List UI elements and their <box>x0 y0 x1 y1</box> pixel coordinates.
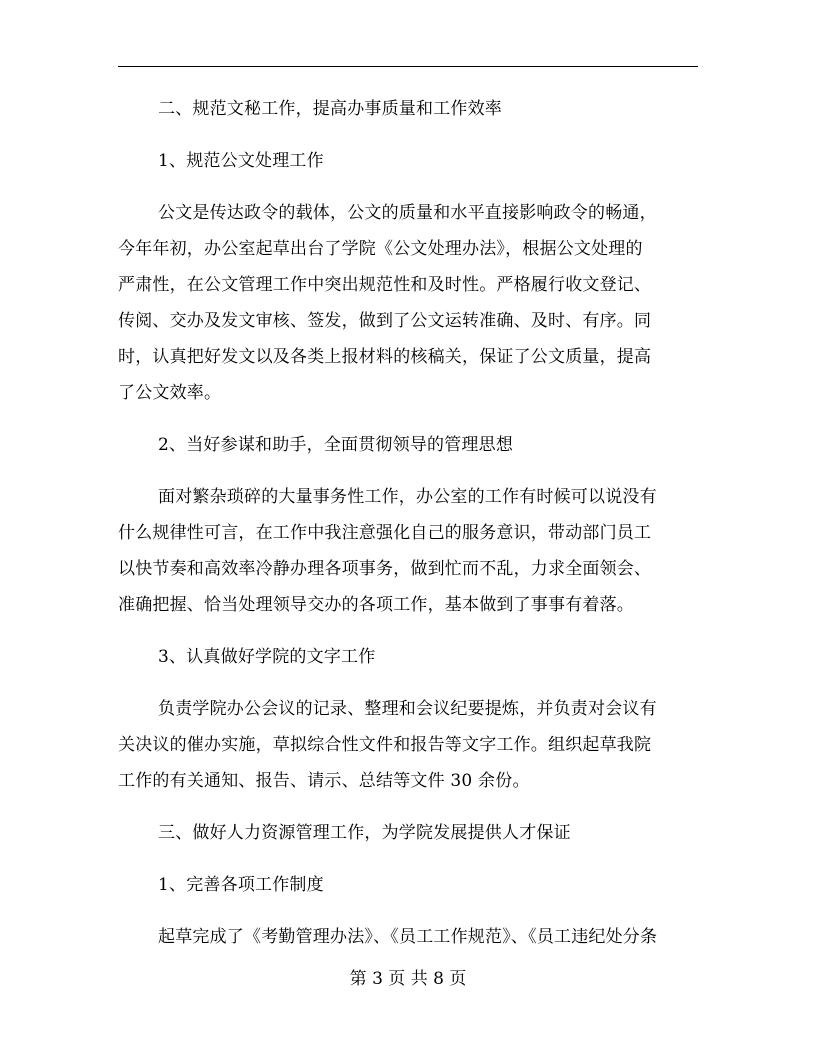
subheading-2-1: 1、完善各项工作制度 <box>158 875 324 895</box>
subheading-1-1: 1、规范公文处理工作 <box>158 151 324 171</box>
paragraph-line: 工作的有关通知、报告、请示、总结等文件 30 余份。 <box>118 771 530 791</box>
paragraph-line: 准确把握、恰当处理领导交办的各项工作，基本做到了事事有着落。 <box>118 595 634 615</box>
paragraph-line: 时，认真把好发文以及各类上报材料的核稿关，保证了公文质量，提高 <box>118 347 652 367</box>
paragraph-line: 负责学院办公会议的记录、整理和会议纪要提炼，并负责对会议有 <box>158 699 657 719</box>
header-rule <box>118 66 698 67</box>
paragraph-line: 以快节奏和高效率冷静办理各项事务，做到忙而不乱，力求全面领会、 <box>118 559 652 579</box>
paragraph-line: 起草完成了《考勤管理办法》、《员工工作规范》、《员工违纪处分条 <box>158 927 658 947</box>
subheading-1-2: 2、当好参谋和助手，全面贯彻领导的管理思想 <box>158 435 514 455</box>
paragraph-line: 面对繁杂琐碎的大量事务性工作，办公室的工作有时候可以说没有 <box>158 487 657 507</box>
paragraph-line: 了公文效率。 <box>118 383 222 403</box>
paragraph-line: 传阅、交办及发文审核、签发，做到了公文运转准确、及时、有序。同 <box>118 311 652 331</box>
paragraph-line: 关决议的催办实施，草拟综合性文件和报告等文字工作。组织起草我院 <box>118 735 652 755</box>
paragraph-line: 今年年初，办公室起草出台了学院《公文处理办法》，根据公文处理的 <box>118 239 643 259</box>
section-heading-2: 二、规范文秘工作，提高办事质量和工作效率 <box>158 99 502 119</box>
paragraph-line: 严肃性，在公文管理工作中突出规范性和及时性。严格履行收文登记、 <box>118 275 652 295</box>
paragraph-line: 公文是传达政令的载体，公文的质量和水平直接影响政令的畅通， <box>158 203 657 223</box>
paragraph-line: 什么规律性可言，在工作中我注意强化自己的服务意识，带动部门员工 <box>118 523 652 543</box>
section-heading-3: 三、做好人力资源管理工作，为学院发展提供人才保证 <box>158 823 571 843</box>
page-number-footer: 第 3 页 共 8 页 <box>349 969 467 989</box>
subheading-1-3: 3、认真做好学院的文字工作 <box>158 647 376 667</box>
